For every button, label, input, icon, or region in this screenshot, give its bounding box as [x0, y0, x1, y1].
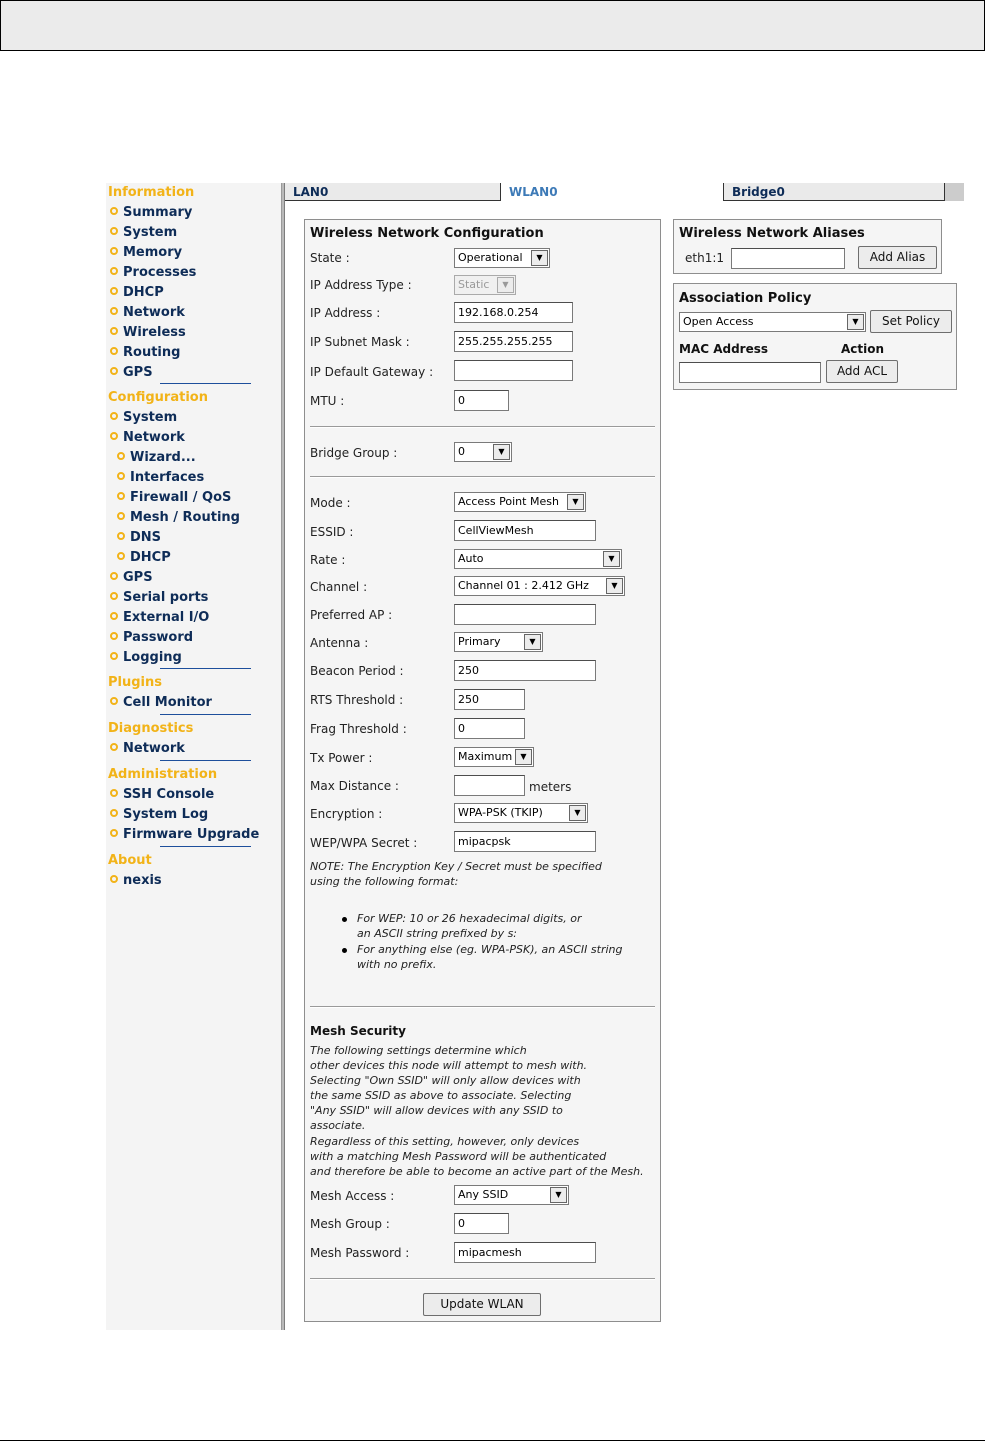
chevron-down-icon: ▼	[515, 749, 532, 765]
add-alias-button[interactable]: Add Alias	[858, 246, 937, 269]
mac-address-header: MAC Address	[679, 342, 769, 356]
bullet-icon	[110, 267, 118, 275]
mesh-access-select[interactable]: Any SSID ▼	[454, 1185, 569, 1205]
chevron-down-icon: ▼	[497, 277, 514, 293]
mesh-password-label: Mesh Password :	[310, 1246, 410, 1260]
bridge-group-label: Bridge Group :	[310, 446, 398, 460]
chevron-down-icon: ▼	[847, 314, 864, 330]
channel-label: Channel :	[310, 580, 368, 594]
section-separator	[310, 476, 655, 478]
sidebar-nav	[106, 183, 281, 1330]
tab-lan0[interactable]: LAN0	[285, 183, 501, 201]
nav-item-network-info[interactable]: Network	[110, 305, 185, 320]
nav-section-configuration: Configuration	[108, 390, 208, 405]
bullet-icon	[110, 809, 118, 817]
nav-divider	[160, 846, 251, 847]
set-policy-button[interactable]: Set Policy	[870, 310, 952, 333]
nav-item-network-diagnostics[interactable]: Network	[110, 741, 185, 756]
ip-address-input[interactable]: 192.168.0.254	[454, 302, 573, 323]
gateway-label: IP Default Gateway :	[310, 365, 434, 379]
update-wlan-button[interactable]: Update WLAN	[423, 1293, 541, 1316]
nav-item-firmware-upgrade[interactable]: Firmware Upgrade	[110, 827, 259, 842]
subnet-label: IP Subnet Mask :	[310, 335, 410, 349]
bullet-icon	[110, 207, 118, 215]
bullet-icon	[117, 512, 125, 520]
nav-item-serial-ports[interactable]: Serial ports	[110, 590, 208, 605]
mesh-desc-line: associate.	[310, 1119, 366, 1132]
nav-section-information: Information	[108, 185, 195, 200]
nav-item-logging[interactable]: Logging	[110, 650, 182, 665]
bullet-icon	[110, 412, 118, 420]
nav-section-administration: Administration	[108, 767, 218, 782]
bullet-icon	[117, 472, 125, 480]
secret-input[interactable]: mipacpsk	[454, 831, 596, 852]
bullet-icon	[110, 743, 118, 751]
wlan-content	[285, 201, 964, 1330]
bullet-icon	[110, 227, 118, 235]
rts-input[interactable]: 250	[454, 689, 525, 710]
nav-item-gps-info[interactable]: GPS	[110, 365, 153, 380]
bullet-icon	[110, 572, 118, 580]
nav-divider	[160, 714, 251, 715]
list-bullet	[342, 948, 347, 953]
nav-item-interfaces[interactable]: Interfaces	[117, 470, 204, 485]
nav-item-nexis[interactable]: nexis	[110, 873, 162, 888]
mesh-security-title: Mesh Security	[310, 1024, 406, 1038]
nav-item-ssh-console[interactable]: SSH Console	[110, 787, 214, 802]
bullet-icon	[110, 829, 118, 837]
mesh-desc-line: "Any SSID" will allow devices with any SSID to	[310, 1104, 563, 1117]
add-acl-button[interactable]: Add ACL	[826, 360, 898, 383]
nav-item-system-info[interactable]: System	[110, 225, 177, 240]
tx-power-select[interactable]: Maximum ▼	[454, 747, 534, 767]
document-footer-line	[0, 1440, 985, 1441]
essid-input[interactable]: CellViewMesh	[454, 520, 596, 541]
nav-item-dhcp-config[interactable]: DHCP	[117, 550, 171, 565]
note-bullet-1-line-1: For WEP: 10 or 26 hexadecimal digits, or	[357, 912, 582, 925]
document-header-bar	[0, 0, 985, 51]
gateway-input[interactable]	[454, 360, 573, 381]
tab-wlan0[interactable]: WLAN0	[501, 183, 723, 201]
nav-item-summary[interactable]: Summary	[110, 205, 192, 220]
preferred-ap-label: Preferred AP :	[310, 608, 393, 622]
bullet-icon	[117, 492, 125, 500]
chevron-down-icon: ▼	[569, 805, 586, 821]
chevron-down-icon: ▼	[603, 551, 620, 567]
preferred-ap-input[interactable]	[454, 604, 596, 625]
nav-divider	[160, 760, 251, 761]
encryption-label: Encryption :	[310, 807, 383, 821]
chevron-down-icon: ▼	[524, 634, 541, 650]
nav-item-memory[interactable]: Memory	[110, 245, 182, 260]
nav-section-about: About	[108, 853, 152, 868]
mesh-desc-line: the same SSID as above to associate. Selecting	[310, 1089, 572, 1102]
aliases-panel	[673, 219, 942, 274]
max-distance-unit: meters	[529, 780, 572, 794]
nav-divider	[160, 668, 251, 669]
alias-input[interactable]	[731, 248, 845, 269]
rts-label: RTS Threshold :	[310, 693, 404, 707]
mesh-password-input[interactable]: mipacmesh	[454, 1242, 596, 1263]
note-line-1: NOTE: The Encryption Key / Secret must be specified	[310, 860, 602, 873]
mesh-desc-line: Selecting "Own SSID" will only allow devices with	[310, 1074, 581, 1087]
mtu-input[interactable]: 0	[454, 390, 509, 411]
bullet-icon	[110, 612, 118, 620]
mesh-group-input[interactable]: 0	[454, 1213, 509, 1234]
mesh-access-label: Mesh Access :	[310, 1189, 395, 1203]
beacon-label: Beacon Period :	[310, 664, 404, 678]
frag-input[interactable]: 0	[454, 718, 525, 739]
bullet-icon	[110, 875, 118, 883]
subnet-input[interactable]: 255.255.255.255	[454, 331, 573, 352]
mesh-group-label: Mesh Group :	[310, 1217, 390, 1231]
note-bullet-2-line-2: with no prefix.	[357, 958, 437, 971]
tab-bridge0[interactable]: Bridge0	[723, 183, 944, 201]
nav-item-dns[interactable]: DNS	[117, 530, 161, 545]
nav-item-external-io[interactable]: External I/O	[110, 610, 209, 625]
beacon-input[interactable]: 250	[454, 660, 596, 681]
mode-label: Mode :	[310, 496, 351, 510]
nav-item-wizard[interactable]: Wizard...	[117, 450, 196, 465]
policy-select[interactable]: Open Access ▼	[679, 312, 866, 332]
antenna-select[interactable]: Primary ▼	[454, 632, 543, 652]
note-bullet-2-line-1: For anything else (eg. WPA-PSK), an ASCII string	[357, 943, 623, 956]
mesh-desc-line: with a matching Mesh Password will be authenticated	[310, 1150, 607, 1163]
rate-select[interactable]: Auto ▼	[454, 549, 622, 569]
bullet-icon	[110, 347, 118, 355]
ip-address-label: IP Address :	[310, 306, 381, 320]
bullet-icon	[110, 432, 118, 440]
bullet-icon	[117, 452, 125, 460]
nav-item-cell-monitor[interactable]: Cell Monitor	[110, 695, 212, 710]
nav-item-routing[interactable]: Routing	[110, 345, 180, 360]
bullet-icon	[117, 532, 125, 540]
note-line-2: using the following format:	[310, 875, 459, 888]
web-admin-screenshot	[106, 183, 964, 1330]
association-policy-panel	[673, 283, 957, 390]
bullet-icon	[110, 789, 118, 797]
nav-section-plugins: Plugins	[108, 675, 162, 690]
tab-strip-end	[944, 183, 964, 201]
bullet-icon	[117, 552, 125, 560]
state-select[interactable]: Operational ▼	[454, 248, 550, 268]
wlan-config-panel	[304, 219, 661, 1322]
channel-select[interactable]: Channel 01 : 2.412 GHz ▼	[454, 576, 625, 596]
max-distance-label: Max Distance :	[310, 779, 399, 793]
nav-item-network-config[interactable]: Network	[110, 430, 185, 445]
state-label: State :	[310, 251, 350, 265]
mesh-desc-line: and therefore be able to become an active part of the Mesh.	[310, 1165, 644, 1178]
mtu-label: MTU :	[310, 394, 345, 408]
nav-divider	[160, 383, 251, 384]
frag-label: Frag Threshold :	[310, 722, 407, 736]
bullet-icon	[110, 652, 118, 660]
chevron-down-icon: ▼	[606, 578, 623, 594]
mac-address-input[interactable]	[679, 362, 821, 383]
chevron-down-icon: ▼	[567, 494, 584, 510]
section-separator	[310, 1006, 655, 1008]
bullet-icon	[110, 367, 118, 375]
bullet-icon	[110, 307, 118, 315]
nav-item-firewall-qos[interactable]: Firewall / QoS	[117, 490, 231, 505]
mesh-desc-line: other devices this node will attempt to mesh with.	[310, 1059, 588, 1072]
list-bullet	[342, 917, 347, 922]
nav-section-diagnostics: Diagnostics	[108, 721, 194, 736]
bullet-icon	[110, 592, 118, 600]
nav-item-dhcp-info[interactable]: DHCP	[110, 285, 164, 300]
bridge-group-select[interactable]: 0 ▼	[454, 442, 512, 462]
bullet-icon	[110, 247, 118, 255]
ip-type-label: IP Address Type :	[310, 278, 412, 292]
nav-item-gps-config[interactable]: GPS	[110, 570, 153, 585]
rate-label: Rate :	[310, 553, 346, 567]
nav-item-mesh-routing[interactable]: Mesh / Routing	[117, 510, 240, 525]
bullet-icon	[110, 327, 118, 335]
max-distance-input[interactable]	[454, 775, 525, 796]
nav-item-processes[interactable]: Processes	[110, 265, 196, 280]
mesh-desc-line: The following settings determine which	[310, 1044, 527, 1057]
essid-label: ESSID :	[310, 525, 354, 539]
chevron-down-icon: ▼	[493, 444, 510, 460]
wlan-config-title: Wireless Network Configuration	[310, 226, 544, 241]
encryption-select[interactable]: WPA-PSK (TKIP) ▼	[454, 803, 588, 823]
bullet-icon	[110, 287, 118, 295]
mesh-desc-line: Regardless of this setting, however, only devices	[310, 1135, 580, 1148]
ip-type-select: Static ▼	[454, 275, 516, 295]
chevron-down-icon: ▼	[531, 250, 548, 266]
tx-power-label: Tx Power :	[310, 751, 373, 765]
association-title: Association Policy	[679, 291, 812, 306]
section-separator	[310, 1278, 655, 1280]
nav-item-system-log[interactable]: System Log	[110, 807, 208, 822]
nav-item-wireless[interactable]: Wireless	[110, 325, 186, 340]
alias-label: eth1:1	[685, 251, 725, 265]
bullet-icon	[110, 697, 118, 705]
antenna-label: Antenna :	[310, 636, 369, 650]
nav-item-system-config[interactable]: System	[110, 410, 177, 425]
mode-select[interactable]: Access Point Mesh ▼	[454, 492, 586, 512]
interface-tabs	[285, 183, 964, 201]
bullet-icon	[110, 632, 118, 640]
secret-label: WEP/WPA Secret :	[310, 836, 418, 850]
aliases-title: Wireless Network Aliases	[679, 226, 865, 241]
section-separator	[310, 426, 655, 428]
action-header: Action	[841, 342, 885, 356]
nav-item-password[interactable]: Password	[110, 630, 193, 645]
chevron-down-icon: ▼	[550, 1187, 567, 1203]
note-bullet-1-line-2: an ASCII string prefixed by s:	[357, 927, 518, 940]
